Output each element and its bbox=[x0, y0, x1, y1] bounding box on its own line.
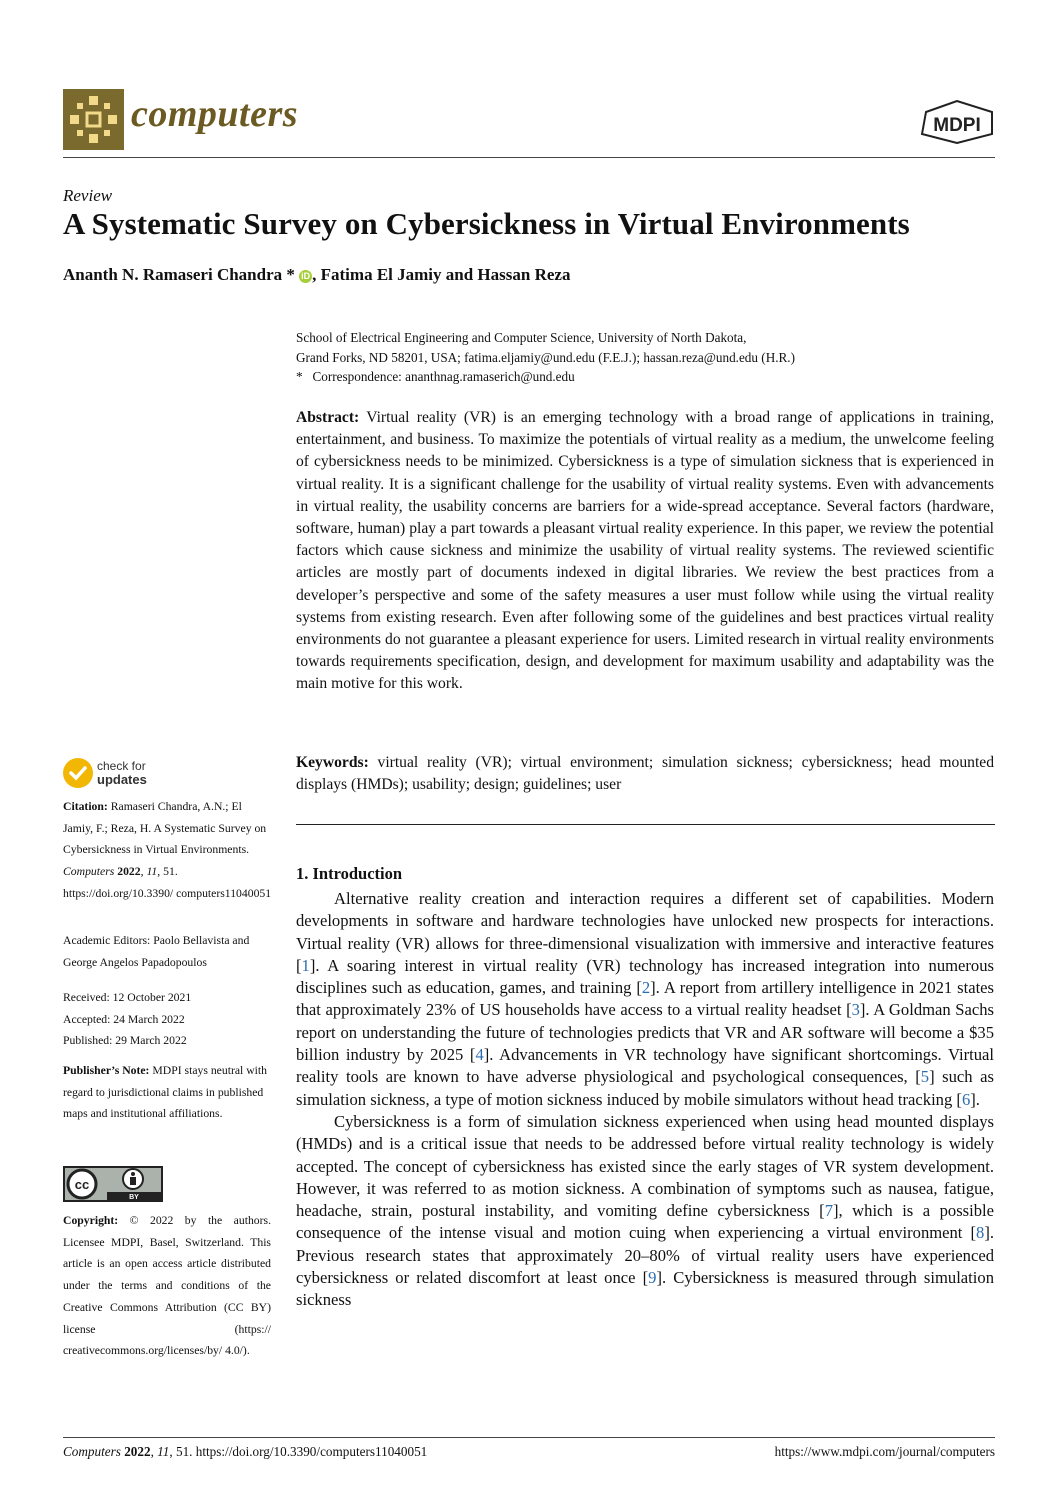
footer-citation: Computers 2022, 11, 51. https://doi.org/10.3390/computers11040051 bbox=[63, 1444, 428, 1459]
citation-ref[interactable]: 3 bbox=[851, 1000, 860, 1020]
copyright-notice: Copyright: © 2022 by the authors. Licensee MDPI, Basel, Switzerland. This article is an open access article distributed under the terms and conditions of the Creative Commons Attribution (CC BY) license (https:// creativecommons.org/licenses/by/ 4.0/). bbox=[63, 1214, 271, 1358]
publisher-name: MDPI bbox=[933, 115, 981, 136]
keywords-text: virtual reality (VR); virtual environment; simulation sickness; cybersickness; head mounted displays (HMDs); usability; design; guidelines; user bbox=[296, 754, 994, 794]
section-divider bbox=[296, 824, 995, 825]
paragraph-2: Cybersickness is a form of simulation sickness experienced when using head mounted displays (HMDs) and is a critical issue that needs to be addressed before virtual reality technology is widely accepted. The concept of cybersickness has existed since the early stages of VR system development. However, it was referred to as motion sickness. A combination of symptoms such as nausea, fatigue, headache, strain, postural instability, and vomiting define cybersickness [7], which is a possible consequence of the intense visual and motion cuing when experiencing a virtual environment [8]. Previous research states that approximately 20–80% of virtual reality users have experienced cybersickness or related discomfort at least once [9]. Cybersickness is measured through simulation sickness bbox=[296, 1111, 994, 1310]
published-date: Published: 29 March 2022 bbox=[63, 1034, 187, 1048]
footer-divider bbox=[63, 1437, 995, 1438]
body-text bbox=[296, 888, 994, 1312]
section-heading: 1. Introduction bbox=[296, 864, 403, 883]
footer-doi-link[interactable]: , 51. https://doi.org/10.3390/computers11040051 bbox=[169, 1444, 428, 1459]
mdpi-logo bbox=[918, 100, 996, 144]
check-updates-label-1: check for bbox=[97, 759, 146, 773]
citation-ref[interactable]: 2 bbox=[641, 978, 651, 998]
affiliation-line-2: Grand Forks, ND 58201, USA; fatima.eljamiy@und.edu (F.E.J.); hassan.reza@und.edu (H.R.) bbox=[296, 349, 795, 365]
keywords-label: Keywords: bbox=[296, 754, 369, 771]
author-1[interactable]: Ananth N. Ramaseri Chandra bbox=[63, 265, 283, 284]
citation-block: Citation: Ramaseri Chandra, A.N.; El Jamiy, F.; Reza, H. A Systematic Survey on Cybersickness in Virtual Environments. Computers 2022, 11, 51. https://doi.org/10.3390/ computers11040051 bbox=[63, 800, 272, 900]
citation-doi-link[interactable]: , 51. https://doi.org/10.3390/ computers11040051 bbox=[63, 865, 272, 900]
abstract-text: Virtual reality (VR) is an emerging technology with a broad range of applications in training, entertainment, and business. To maximize the potentials of virtual reality as a medium, the unwelcome feeling of cybersickness needs to be minimized. Cybersickness is a type of simulation sickness that is experienced in virtual reality. It is a significant challenge for the usability of virtual reality systems. Even with advancements in virtual reality, the usability concerns are barriers for a wide-spread acceptance. Several factors (hardware, software, human) play a part towards a pleasant virtual reality experience. In this paper, we review the potential factors which cause sickness and minimize the usability of virtual reality systems. The reviewed scientific articles are mostly part of documents indexed in digital libraries. We review the best practices from a developer’s perspective and some of the safety measures a user must follow while using the virtual reality systems from existing research. Even after following some of the guidelines and best practices virtual reality environments do not guarantee a pleasant experience for users. Limited research in virtual reality environments towards requirements specification, design, and development for maximum usability and adaptability was the main motive for this work. bbox=[296, 409, 994, 693]
citation-ref[interactable]: 5 bbox=[920, 1067, 930, 1087]
affiliation-line-1: School of Electrical Engineering and Computer Science, University of North Dakota, bbox=[296, 330, 747, 345]
received-date: Received: 12 October 2021 bbox=[63, 991, 192, 1004]
cc-by-label: BY bbox=[129, 1194, 139, 1201]
correspondence-mark: * bbox=[286, 265, 295, 284]
affiliations bbox=[296, 328, 795, 387]
paragraph-1: Alternative reality creation and interaction requires a different set of capabilities. Modern developments in software and hardware technologies have unlocked new prospects for interactions. Virtual reality (VR) allows for three-dimensional visualization with immersive and interactive features [1]. A soaring interest in virtual reality (VR) technology has increased integration into numerous disciplines such as education, games, and training [2]. A report from artillery intelligence in 2021 states that approximately 23% of US households have access to a virtual reality headset [3]. A Goldman Sachs report on understanding the future of technologies predicts that VR and AR software will become a $35 billion industry by 2025 [4]. Advancements in VR technology have significant shortcomings. Virtual reality tools are known to have adverse physiological and psychological consequences, [5] such as simulation sickness, a type of motion sickness induced by mobile simulators without head tracking [6]. bbox=[296, 889, 995, 1109]
accepted-date: Accepted: 24 March 2022 bbox=[63, 1012, 185, 1026]
citation-ref[interactable]: 9 bbox=[648, 1268, 657, 1288]
citation-ref[interactable]: 4 bbox=[475, 1045, 484, 1065]
citation-label: Citation: bbox=[63, 800, 108, 813]
check-updates-icon bbox=[63, 758, 93, 788]
cc-by-license-icon bbox=[63, 1166, 163, 1202]
header-divider bbox=[63, 157, 995, 158]
journal-logo bbox=[63, 89, 124, 150]
citation-ref[interactable]: 8 bbox=[976, 1223, 985, 1243]
computers-logo-icon bbox=[63, 89, 124, 150]
mdpi-logo-icon bbox=[918, 100, 996, 144]
citation-ref[interactable]: 6 bbox=[961, 1089, 971, 1109]
academic-editors: Academic Editors: Paolo Bellavista and George Angelos Papadopoulos bbox=[63, 934, 250, 969]
correspondence: * Correspondence: ananthnag.ramaserich@und.edu bbox=[296, 369, 575, 384]
other-authors: , Fatima El Jamiy and Hassan Reza bbox=[312, 265, 571, 284]
orcid-icon[interactable]: iD bbox=[301, 271, 311, 281]
article-type: Review bbox=[63, 186, 113, 205]
journal-name: computers bbox=[131, 93, 299, 135]
check-updates-label-2: updates bbox=[97, 772, 147, 787]
citation-ref[interactable]: 7 bbox=[824, 1201, 833, 1221]
keywords bbox=[296, 752, 994, 796]
check-for-updates-button[interactable] bbox=[63, 757, 193, 793]
cc-by-badge[interactable] bbox=[63, 1166, 163, 1202]
article-title: A Systematic Survey on Cybersickness in Virtual Environments bbox=[63, 206, 910, 241]
copyright-label: Copyright: bbox=[63, 1214, 119, 1227]
abstract-label: Abstract: bbox=[296, 409, 360, 426]
abstract bbox=[296, 407, 994, 696]
footer-journal-url[interactable]: https://www.mdpi.com/journal/computers bbox=[774, 1444, 995, 1459]
publisher-note: Publisher’s Note: MDPI stays neutral with regard to jurisdictional claims in published maps and institutional affiliations. bbox=[63, 1064, 267, 1121]
publisher-note-label: Publisher’s Note: bbox=[63, 1064, 150, 1077]
dates-block bbox=[63, 987, 273, 1052]
authors bbox=[63, 265, 570, 285]
citation-ref[interactable]: 1 bbox=[301, 955, 310, 975]
cc-label: cc bbox=[74, 1177, 90, 1192]
